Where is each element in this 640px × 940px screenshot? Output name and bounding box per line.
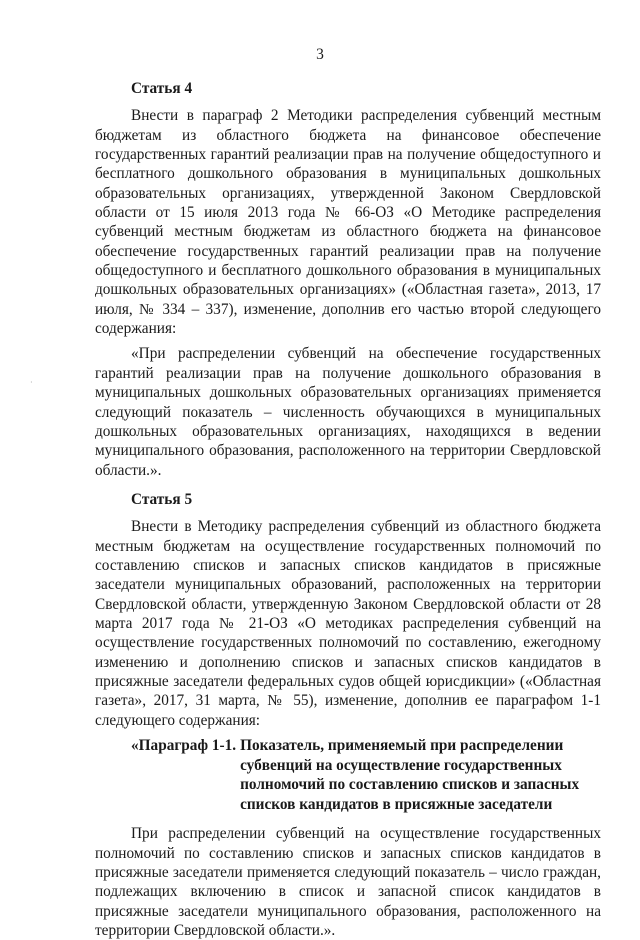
article-4-intro: Внести в параграф 2 Методики распределения субвенций местным бюджетам из областного бюджета на финансовое обеспечение государственных гарантий реализации прав на получение общедоступного и бесплатного дошкольного образования в муниципальных дошкольных образовательных организациях, утвержденной Законом Свердловской области от 15 июля 2013 года № 66-ОЗ «О Методике распределения субвенций местным бюджетам из областного бюджета на финансовое обеспечение государственных гарантий реализации прав на получение общедоступного и бесплатного дошкольного образования в муниципальных дошкольных образовательных организациях» («Областная газета», 2013, 17 июля, № 334 – 337), изменение, дополнив его частью второй следующего содержания: — [95, 107, 601, 338]
page-number: 3 — [316, 46, 324, 63]
paragraph-1-1-text: При распределении субвенций на осуществление государственных полномочий по составлению списков и запасных списков кандидатов в присяжные заседатели применяется следующий показатель – число граждан, подлежащих включению в список и запасной список кандидатов в присяжные заседатели муниципального образования, расположенного на территории Свердловской области.». — [95, 825, 601, 940]
article-5-intro: Внести в Методику распределения субвенций из областного бюджета местным бюджетам на осуществление государственных полномочий по составлению списков и запасных списков кандидатов в присяжные заседатели муниципальных образований, расположенных на территории Свердловской области, утвержденную Законом Свердловской области от 28 марта 2017 года № 21-ОЗ «О методиках распределения субвенций на осуществление государственных полномочий по составлению, ежегодному изменению и дополнению списков и запасных списков кандидатов в присяжные заседатели федеральных судов общей юрисдикции» («Областная газета», 2017, 31 марта, № 55), изменение, дополнив ее параграфом 1-1 следующего содержания: — [95, 518, 601, 729]
document-body — [95, 79, 601, 940]
article-5-heading: Статья 5 — [131, 490, 193, 508]
article-4-quote: «При распределении субвенций на обеспечение государственных гарантий реализации прав на получение дошкольного образования в муниципальных дошкольных образовательных организациях применяется следующий показатель – численность обучающихся в муниципальных дошкольных образовательных организациях, находящихся в ведении муниципального образования, расположенного на территории Свердловской области.». — [95, 345, 601, 479]
paragraph-1-1-label: «Параграф 1-1. — [131, 737, 237, 754]
paragraph-1-1-title: Показатель, применяемый при распределении субвенций на осуществление государственных полномочий по составлению списков и запасных списков кандидатов в присяжные заседатели — [240, 737, 580, 813]
article-4-heading: Статья 4 — [131, 80, 193, 97]
margin-mark: · — [30, 378, 33, 387]
paragraph-1-1-heading — [131, 736, 601, 814]
